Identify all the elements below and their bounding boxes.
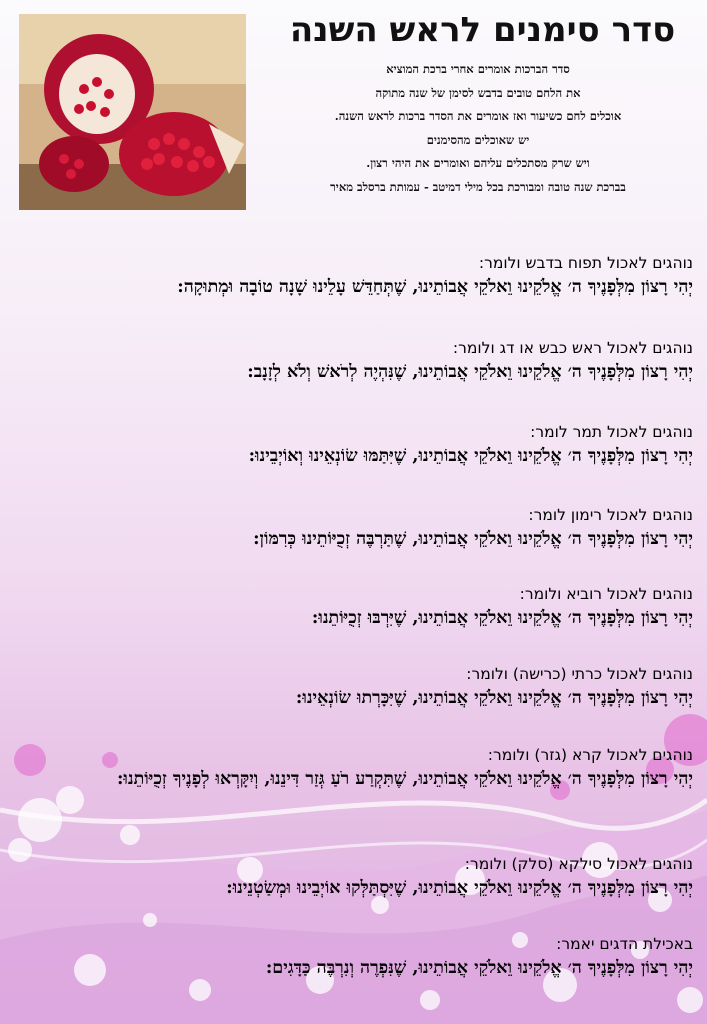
blessing-section (13, 933, 693, 981)
blessing-section (13, 663, 693, 711)
custom-instruction: נוהגים לאכול סילקא (סלק) ולומר: (464, 855, 693, 873)
prayer-text: יְהִי רָצוֹן מִלְּפָנֶיךָ ה׳ אֱלֹקֵינוּ וֵאלֹקֵי אֲבוֹתֵינוּ, שֶׁנִּפְרֶה וְנִרְבֶּה כַּדָּגִים: (265, 958, 693, 978)
intro-line: סדר הברכות אומרים אחרי ברכת המוציא (386, 62, 570, 76)
prayer-text: יְהִי רָצוֹן מִלְּפָנֶיךָ ה׳ אֱלֹקֵינוּ וֵאלֹקֵי אֲבוֹתֵינוּ, שֶׁיִּרְבּוּ זְכֻיּוֹתֵנוּ: (311, 608, 693, 628)
custom-instruction: נוהגים לאכול רוביא ולומר: (519, 585, 693, 603)
custom-instruction: באכילת הדגים יאמר: (556, 935, 693, 953)
prayer-text: יְהִי רָצוֹן מִלְּפָנֶיךָ ה׳ אֱלֹקֵינוּ וֵאלֹקֵי אֲבוֹתֵינוּ, שֶׁתְּחַדֵּשׁ עָלֵינוּ שָׁנָה טוֹבָה וּמְתוּקָה: (177, 277, 693, 297)
prayer-text: יְהִי רָצוֹן מִלְּפָנֶיךָ ה׳ אֱלֹקֵינוּ וֵאלֹקֵי אֲבוֹתֵינוּ, שֶׁיִּסְתַּלְּקוּ אוֹיְבֵינוּ וּמְשַׂטְנֵינוּ: (226, 878, 693, 898)
page-title: סדר סימנים לראש השנה (289, 10, 676, 50)
intro-line: אוכלים לחם כשיעור ואז אומרים את הסדר ברכות לראש השנה. (334, 109, 622, 123)
blessing-section (13, 252, 693, 300)
custom-instruction: נוהגים לאכול תמר לומר: (530, 423, 693, 441)
prayer-text: יְהִי רָצוֹן מִלְּפָנֶיךָ ה׳ אֱלֹקֵינוּ וֵאלֹקֵי אֲבוֹתֵינוּ, שֶׁיִּתַּמּוּ שׂוֹנְאֵינוּ וְאוֹיְבֵינוּ: (248, 446, 693, 466)
intro-line: את הלחם טובים בדבש לסימן של שנה מתוקה (375, 85, 581, 100)
custom-instruction: נוהגים לאכול תפוח בדבש ולומר: (478, 254, 693, 272)
blessing-section (13, 744, 693, 792)
blessing-section (13, 583, 693, 631)
intro-line: ויש שרק מסתכלים עליהם ואומרים את היהי רצון. (366, 156, 590, 170)
blessing-section (13, 504, 693, 552)
blessing-section (13, 421, 693, 469)
custom-instruction: נוהגים לאכול קרא (גזר) ולומר: (487, 746, 693, 764)
custom-instruction: נוהגים לאכול רימון לומר: (528, 506, 693, 524)
custom-instruction: נוהגים לאכול ראש כבש או דג ולומר: (452, 339, 693, 357)
intro-line: בברכת שנה טובה ומבורכת בכל מילי דמיטב - עמותת ברסלב מאיר (330, 179, 626, 194)
prayer-text: יְהִי רָצוֹן מִלְּפָנֶיךָ ה׳ אֱלֹקֵינוּ וֵאלֹקֵי אֲבוֹתֵינוּ, שֶׁתִּקְרַע רֹעַ גְּזַר דִּינֵנוּ, וְיִקָּרְאוּ לְפָנֶיךָ זְכֻיּוֹתֵנוּ: (116, 769, 693, 789)
custom-instruction: נוהגים לאכול כרתי (כרישה) ולומר: (466, 665, 693, 683)
prayer-text: יְהִי רָצוֹן מִלְּפָנֶיךָ ה׳ אֱלֹקֵינוּ וֵאלֹקֵי אֲבוֹתֵינוּ, שֶׁתַּרְבֶּה זְכֻיּוֹתֵינוּ כְּרִמּוֹן: (253, 529, 693, 549)
prayer-text: יְהִי רָצוֹן מִלְּפָנֶיךָ ה׳ אֱלֹקֵינוּ וֵאלֹקֵי אֲבוֹתֵינוּ, שֶׁנִּהְיֶה לְרֹאשׁ וְלֹא לְזָנָב: (247, 362, 693, 382)
intro-text (258, 58, 698, 199)
blessing-section (13, 853, 693, 901)
prayer-text: יְהִי רָצוֹן מִלְּפָנֶיךָ ה׳ אֱלֹקֵינוּ וֵאלֹקֵי אֲבוֹתֵינוּ, שֶׁיִּכָּרְתוּ שׂוֹנְאֵינוּ: (295, 688, 693, 708)
intro-line: יש שאוכלים מהסימנים (426, 132, 530, 147)
pomegranate-photo (19, 14, 246, 210)
blessing-section (13, 337, 693, 385)
